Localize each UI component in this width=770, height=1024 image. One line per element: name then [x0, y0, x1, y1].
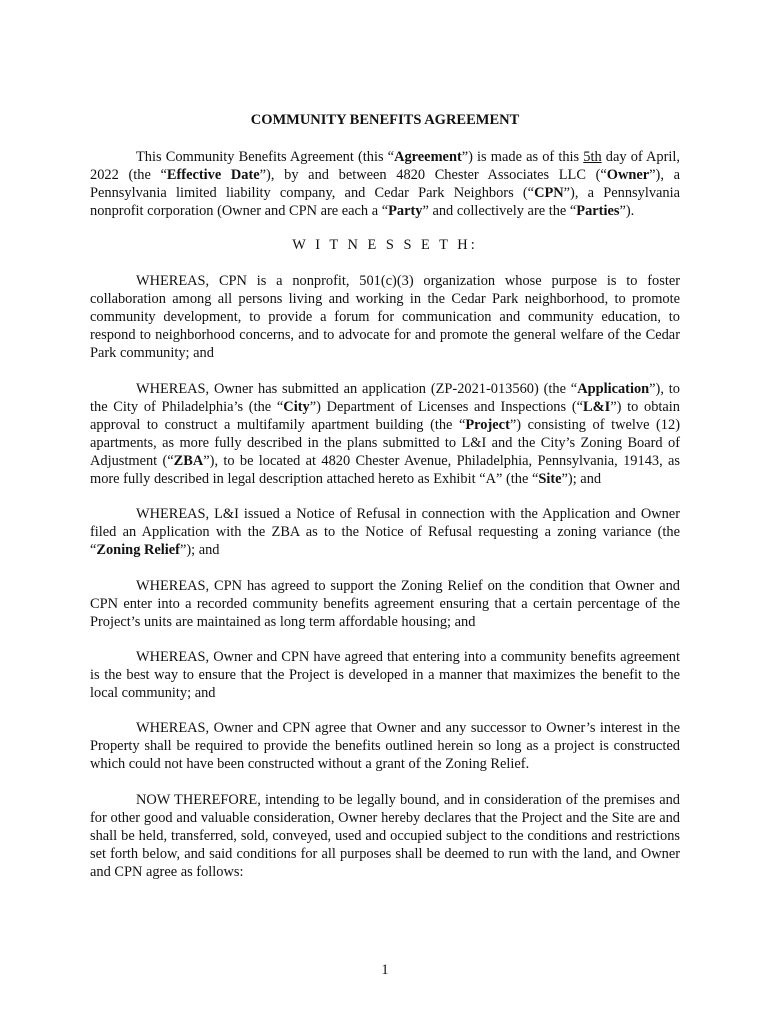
defined-term: Owner [606, 167, 650, 183]
text: ”), a Pennsylvania nonprofit corporation (Owner and CPN are each a “ [90, 185, 680, 219]
defined-term: Application [577, 381, 650, 397]
defined-term: Effective Date [166, 167, 260, 183]
defined-term: Party [388, 203, 423, 219]
defined-term: ZBA [173, 453, 204, 469]
whereas-paragraph-2 [90, 380, 680, 488]
text: ”); and [561, 471, 602, 487]
text: ”), to be located at 4820 Chester Avenue, Philadelphia, Pennsylvania, 19143, as more fully described in legal description attached hereto as Exhibit “A” (the “ [90, 453, 680, 487]
defined-term: Project [465, 417, 510, 433]
whereas-paragraph-4: WHEREAS, CPN has agreed to support the Zoning Relief on the condition that Owner and CPN enter into a recorded community benefits agreement ensuring that a certain percentage of the Project’s units are maintained as long term affordable housing; and [90, 578, 680, 630]
text: This Community Benefits Agreement (this “ [136, 149, 395, 165]
text: ” and collectively are the “ [422, 203, 577, 219]
intro-paragraph [90, 148, 680, 220]
text: day of April, 2022 (the “ [90, 149, 680, 183]
text: ”), a Pennsylvania limited liability company, and Cedar Park Neighbors (“ [90, 167, 680, 201]
text: ”) is made as of this [461, 149, 584, 165]
defined-term: L&I [583, 399, 611, 415]
page-number: 1 [381, 962, 389, 978]
text: ”); and [179, 542, 220, 558]
whereas-paragraph-6: WHEREAS, Owner and CPN agree that Owner and any successor to Owner’s interest in the Property shall be required to provide the benefits outlined herein so long as a project is constructed which could not have been constructed without a grant of the Zoning Relief. [90, 720, 680, 772]
defined-term: Zoning Relief [96, 542, 180, 558]
text: ”) to obtain approval to construct a multifamily apartment building (the “ [90, 399, 680, 433]
now-therefore-paragraph: NOW THEREFORE, intending to be legally bound, and in consideration of the premises and for other good and valuable consideration, Owner hereby declares that the Project and the Site are and shall be held, transferred, sold, conveyed, used and occupied subject to the conditions and restrictions set forth below, and said conditions for all purposes shall be deemed to run with the land, and Owner and CPN agree as follows: [90, 792, 680, 880]
text: ”) Department of Licenses and Inspections (“ [309, 399, 583, 415]
whereas-paragraph-3 [90, 505, 680, 559]
defined-term: CPN [534, 185, 564, 201]
text: WHEREAS, L&I issued a Notice of Refusal in connection with the Application and Owner filed an Application with the ZBA as to the Notice of Refusal requesting a zoning variance (the “ [90, 506, 680, 558]
document-title: COMMUNITY BENEFITS AGREEMENT [250, 112, 520, 128]
defined-term: Parties [576, 203, 620, 219]
day-blank: 5th [583, 149, 602, 165]
defined-term: Agreement [394, 149, 462, 165]
defined-term: Site [538, 471, 562, 487]
text: ”), by and between 4820 Chester Associates LLC (“ [259, 167, 607, 183]
text: ”), to the City of Philadelphia’s (the “ [90, 381, 680, 415]
witnesseth-heading: W I T N E S S E T H: [292, 237, 478, 253]
defined-term: City [283, 399, 310, 415]
text: WHEREAS, Owner has submitted an application (ZP-2021-013560) (the “ [136, 381, 578, 397]
text: ”) consisting of twelve (12) apartments, as more fully described in the plans submitted to L&I and the City’s Zoning Board of Adjustment (“ [90, 417, 680, 469]
whereas-paragraph-5: WHEREAS, Owner and CPN have agreed that entering into a community benefits agreement is the best way to ensure that the Project is developed in a manner that maximizes the benefit to the local community; and [90, 649, 680, 701]
whereas-paragraph-1: WHEREAS, CPN is a nonprofit, 501(c)(3) organization whose purpose is to foster collaboration among all persons living and working in the Cedar Park neighborhood, to promote community development, to provide a forum for communication and community education, to respond to neighborhood concerns, and to advocate for and promote the general welfare of the Cedar Park community; and [90, 273, 680, 361]
text: ”). [619, 203, 635, 219]
